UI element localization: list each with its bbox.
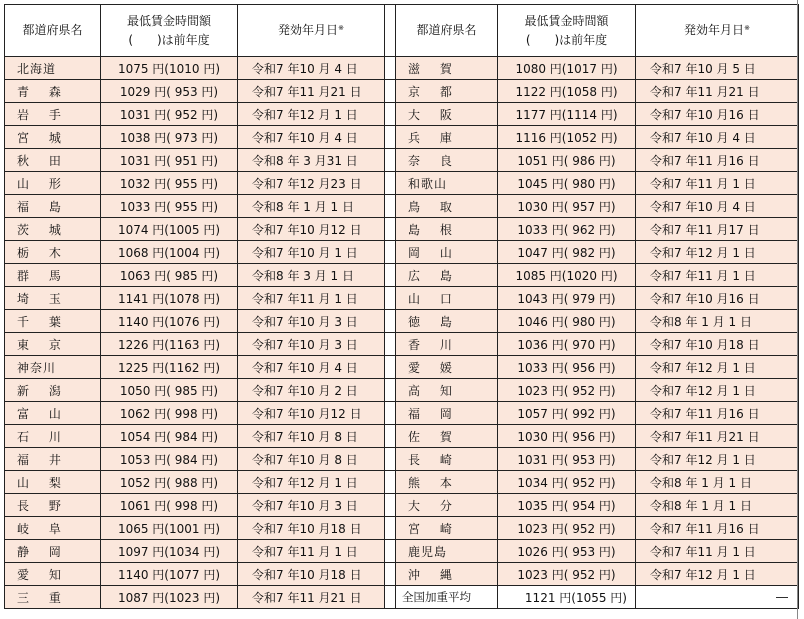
prefecture-name: 熊 本 [396,471,498,494]
table-row [5,471,799,494]
column-gap [385,310,396,333]
table-row [5,310,799,333]
effective-date: 令和7 年12 月 1 日 [636,379,799,402]
column-gap [385,563,396,586]
effective-date: 令和7 年11 月17 日 [636,218,799,241]
effective-date: 令和7 年10 月 3 日 [238,310,385,333]
effective-date: 令和7 年10 月 4 日 [238,126,385,149]
header-date-right [636,5,799,57]
minimum-wage: 1045 円( 980 円) [498,172,636,195]
prefecture-name: 栃 木 [5,241,101,264]
prefecture-name: 鹿児島 [396,540,498,563]
prefecture-name: 徳 島 [396,310,498,333]
column-gap [385,287,396,310]
prefecture-name: 埼 玉 [5,287,101,310]
effective-date: 令和7 年10 月 3 日 [238,333,385,356]
effective-date: 令和8 年 3 月 1 日 [238,264,385,287]
prefecture-name: 沖 縄 [396,563,498,586]
column-gap [385,494,396,517]
minimum-wage: 1061 円( 998 円) [101,494,238,517]
effective-date: 令和7 年11 月21 日 [636,425,799,448]
prefecture-name: 富 山 [5,402,101,425]
prefecture-name: 山 梨 [5,471,101,494]
prefecture-name: 宮 城 [5,126,101,149]
prefecture-name: 和歌山 [396,172,498,195]
prefecture-name: 神奈川 [5,356,101,379]
minimum-wage: 1026 円( 953 円) [498,540,636,563]
prefecture-name: 北海道 [5,57,101,80]
column-gap [385,57,396,80]
minimum-wage: 1057 円( 992 円) [498,402,636,425]
minimum-wage: 1050 円( 985 円) [101,379,238,402]
table-row [5,172,799,195]
column-gap [385,586,396,609]
table-row [5,241,799,264]
effective-date: 令和8 年 1 月 1 日 [636,494,799,517]
prefecture-name: 鳥 取 [396,195,498,218]
prefecture-name: 兵 庫 [396,126,498,149]
table-body [5,57,799,609]
prefecture-name: 岡 山 [396,241,498,264]
effective-date: 令和7 年11 月 1 日 [238,540,385,563]
prefecture-name: 愛 媛 [396,356,498,379]
prefecture-name: 大 阪 [396,103,498,126]
table-row [5,517,799,540]
prefecture-name: 大 分 [396,494,498,517]
effective-date: 令和7 年11 月 1 日 [636,540,799,563]
column-gap [385,218,396,241]
table-row [5,333,799,356]
prefecture-name: 広 島 [396,264,498,287]
minimum-wage: 1140 円(1076 円) [101,310,238,333]
header-pref-right: 都道府県名 [396,5,498,57]
effective-date: 令和7 年11 月 1 日 [238,287,385,310]
effective-date: 令和7 年11 月 1 日 [636,264,799,287]
minimum-wage: 1033 円( 956 円) [498,356,636,379]
header-pref-left: 都道府県名 [5,5,101,57]
minimum-wage: 1080 円(1017 円) [498,57,636,80]
minimum-wage: 1053 円( 984 円) [101,448,238,471]
effective-date: 令和7 年10 月 5 日 [636,57,799,80]
effective-date: 令和7 年10 月 4 日 [636,195,799,218]
prefecture-name: 福 井 [5,448,101,471]
header-wage-left [101,5,238,57]
column-gap [385,402,396,425]
minimum-wage: 1023 円( 952 円) [498,379,636,402]
minimum-wage: 1226 円(1163 円) [101,333,238,356]
prefecture-name: 三 重 [5,586,101,609]
table-row [5,563,799,586]
minimum-wage: 1035 円( 954 円) [498,494,636,517]
column-gap [385,149,396,172]
effective-date: 令和7 年11 月21 日 [636,80,799,103]
prefecture-name: 佐 賀 [396,425,498,448]
table-row [5,586,799,609]
table-row [5,218,799,241]
minimum-wage: 1140 円(1077 円) [101,563,238,586]
table-row [5,494,799,517]
prefecture-name: 群 馬 [5,264,101,287]
effective-date: 令和8 年 1 月 1 日 [636,310,799,333]
header-date-left [238,5,385,57]
table-row [5,379,799,402]
prefecture-name: 青 森 [5,80,101,103]
minimum-wage: 1038 円( 973 円) [101,126,238,149]
effective-date: 令和7 年10 月 4 日 [636,126,799,149]
column-gap [385,425,396,448]
effective-date: 令和7 年11 月16 日 [636,517,799,540]
effective-date: 令和7 年11 月 1 日 [636,172,799,195]
effective-date: 令和7 年10 月18 日 [636,333,799,356]
minimum-wage: 1225 円(1162 円) [101,356,238,379]
column-gap [385,5,396,57]
minimum-wage: 1031 円( 952 円) [101,103,238,126]
minimum-wage: 1033 円( 955 円) [101,195,238,218]
minimum-wage: 1063 円( 985 円) [101,264,238,287]
effective-date: 令和7 年10 月 2 日 [238,379,385,402]
prefecture-name: 奈 良 [396,149,498,172]
prefecture-name: 香 川 [396,333,498,356]
table-row [5,402,799,425]
prefecture-name: 静 岡 [5,540,101,563]
column-gap [385,264,396,287]
header-date-mark: ※ [338,24,344,32]
minimum-wage: 1075 円(1010 円) [101,57,238,80]
effective-date: 令和7 年11 月21 日 [238,80,385,103]
table-row [5,425,799,448]
effective-date: 令和8 年 1 月 1 日 [238,195,385,218]
effective-date: 令和7 年11 月21 日 [238,586,385,609]
column-gap [385,103,396,126]
prefecture-name: 岐 阜 [5,517,101,540]
table-row [5,287,799,310]
column-gap [385,80,396,103]
header-wage-line1: 最低賃金時間額 [524,13,609,28]
minimum-wage: 1031 円( 951 円) [101,149,238,172]
effective-date: 令和7 年10 月 4 日 [238,356,385,379]
table-row [5,126,799,149]
effective-date: 令和7 年12 月 1 日 [636,356,799,379]
effective-date: 令和8 年 1 月 1 日 [636,471,799,494]
minimum-wage: 1065 円(1001 円) [101,517,238,540]
header-wage-right [498,5,636,57]
table-row [5,103,799,126]
minimum-wage: 1177 円(1114 円) [498,103,636,126]
minimum-wage: 1033 円( 962 円) [498,218,636,241]
prefecture-name: 石 川 [5,425,101,448]
column-gap [385,448,396,471]
minimum-wage: 1023 円( 952 円) [498,563,636,586]
minimum-wage: 1047 円( 982 円) [498,241,636,264]
column-gap [385,517,396,540]
prefecture-name: 岩 手 [5,103,101,126]
minimum-wage: 1085 円(1020 円) [498,264,636,287]
effective-date: 令和7 年10 月 3 日 [238,494,385,517]
header-date-text: 発効年月日 [684,23,745,37]
minimum-wage: 1046 円( 980 円) [498,310,636,333]
minimum-wage-table [4,4,799,609]
prefecture-name: 長 野 [5,494,101,517]
effective-date: 令和7 年10 月16 日 [636,103,799,126]
header-wage-line1: 最低賃金時間額 [126,13,211,28]
prefecture-name: 京 都 [396,80,498,103]
effective-date: 令和7 年10 月 1 日 [238,241,385,264]
column-gap [385,241,396,264]
prefecture-name: 秋 田 [5,149,101,172]
prefecture-name: 滋 賀 [396,57,498,80]
prefecture-name: 島 根 [396,218,498,241]
header-date-mark: ※ [744,24,750,32]
prefecture-name: 高 知 [396,379,498,402]
minimum-wage: 1034 円( 952 円) [498,471,636,494]
minimum-wage: 1031 円( 953 円) [498,448,636,471]
minimum-wage: 1062 円( 998 円) [101,402,238,425]
effective-date: 令和7 年10 月12 日 [238,218,385,241]
prefecture-name: 愛 知 [5,563,101,586]
table-row [5,80,799,103]
national-average-date: ― [636,586,799,609]
table-row [5,195,799,218]
table-row [5,57,799,80]
minimum-wage: 1029 円( 953 円) [101,80,238,103]
column-gap [385,356,396,379]
minimum-wage: 1074 円(1005 円) [101,218,238,241]
effective-date: 令和7 年12 月 1 日 [636,241,799,264]
national-average-label: 全国加重平均 [396,586,498,609]
minimum-wage: 1052 円( 988 円) [101,471,238,494]
prefecture-name: 東 京 [5,333,101,356]
table-row [5,149,799,172]
header-wage-line2: ( )は前年度 [525,32,608,47]
column-gap [385,333,396,356]
header-row [5,5,799,57]
effective-date: 令和7 年12 月 1 日 [238,471,385,494]
minimum-wage: 1054 円( 984 円) [101,425,238,448]
table-row [5,264,799,287]
national-average-wage: 1121 円(1055 円) [498,586,636,609]
column-gap [385,471,396,494]
effective-date: 令和7 年10 月18 日 [238,563,385,586]
prefecture-name: 宮 崎 [396,517,498,540]
minimum-wage: 1036 円( 970 円) [498,333,636,356]
prefecture-name: 福 岡 [396,402,498,425]
effective-date: 令和7 年12 月 1 日 [636,563,799,586]
effective-date: 令和8 年 3 月31 日 [238,149,385,172]
table-row [5,540,799,563]
column-gap [385,540,396,563]
minimum-wage: 1068 円(1004 円) [101,241,238,264]
minimum-wage: 1032 円( 955 円) [101,172,238,195]
minimum-wage: 1116 円(1052 円) [498,126,636,149]
minimum-wage: 1023 円( 952 円) [498,517,636,540]
minimum-wage: 1097 円(1034 円) [101,540,238,563]
effective-date: 令和7 年11 月16 日 [636,402,799,425]
effective-date: 令和7 年10 月 8 日 [238,425,385,448]
prefecture-name: 新 潟 [5,379,101,402]
effective-date: 令和7 年12 月 1 日 [238,103,385,126]
effective-date: 令和7 年10 月 4 日 [238,57,385,80]
table-row [5,356,799,379]
effective-date: 令和7 年10 月 8 日 [238,448,385,471]
column-gap [385,195,396,218]
effective-date: 令和7 年11 月16 日 [636,149,799,172]
column-gap [385,379,396,402]
column-gap [385,172,396,195]
effective-date: 令和7 年10 月12 日 [238,402,385,425]
minimum-wage: 1030 円( 956 円) [498,425,636,448]
prefecture-name: 長 崎 [396,448,498,471]
header-date-text: 発効年月日 [278,23,339,37]
minimum-wage: 1141 円(1078 円) [101,287,238,310]
effective-date: 令和7 年10 月16 日 [636,287,799,310]
minimum-wage: 1043 円( 979 円) [498,287,636,310]
header-wage-line2: ( )は前年度 [128,32,210,47]
column-gap [385,126,396,149]
page-edge-line [797,0,798,619]
effective-date: 令和7 年12 月 1 日 [636,448,799,471]
prefecture-name: 茨 城 [5,218,101,241]
prefecture-name: 福 島 [5,195,101,218]
effective-date: 令和7 年12 月23 日 [238,172,385,195]
minimum-wage: 1122 円(1058 円) [498,80,636,103]
table-row [5,448,799,471]
minimum-wage: 1051 円( 986 円) [498,149,636,172]
prefecture-name: 山 形 [5,172,101,195]
minimum-wage: 1030 円( 957 円) [498,195,636,218]
prefecture-name: 千 葉 [5,310,101,333]
minimum-wage: 1087 円(1023 円) [101,586,238,609]
effective-date: 令和7 年10 月18 日 [238,517,385,540]
prefecture-name: 山 口 [396,287,498,310]
